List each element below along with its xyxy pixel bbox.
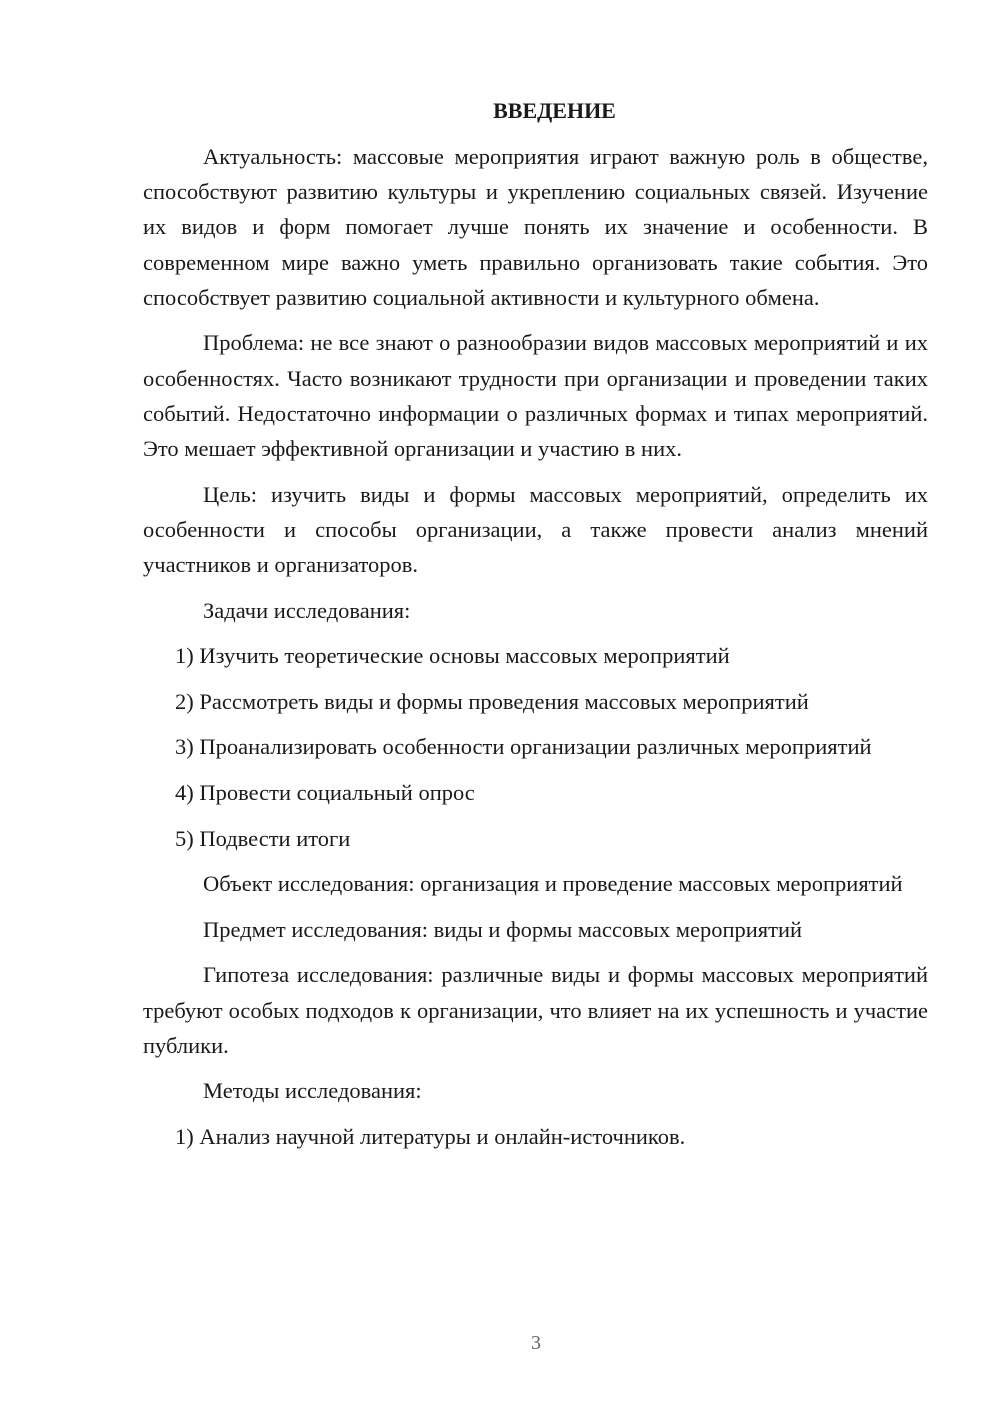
problem-paragraph: Проблема: не все знают о разнообразии видов массовых мероприятий и их особенностях. Часто возникают трудности при организации и проведении таких событий. Недостаточно информации о различных формах и типах мероприятий. Это мешает эффективной организации и участию в них.: [143, 330, 928, 462]
subject-paragraph: Предмет исследования: виды и формы массовых мероприятий: [203, 916, 803, 942]
goal-paragraph: Цель: изучить виды и формы массовых мероприятий, определить их особенности и способы организации, а также провести анализ мнений участников и организаторов.: [143, 481, 928, 578]
page-content: [143, 95, 928, 1165]
page-number: 3: [531, 1332, 541, 1354]
section-title: ВВЕДЕНИЕ: [493, 98, 616, 123]
method-item: 1) Анализ научной литературы и онлайн-источников.: [175, 1123, 686, 1149]
task-item: 1) Изучить теоретические основы массовых мероприятий: [175, 643, 730, 669]
task-item: 3) Проанализировать особенности организации различных мероприятий: [175, 734, 872, 760]
methods-heading: Методы исследования:: [203, 1078, 422, 1104]
relevance-paragraph: Актуальность: массовые мероприятия играют важную роль в обществе, способствуют развитию культуры и укреплению социальных связей. Изучение их видов и форм помогает лучше понять их значение и особенности. В современном мире важно уметь правильно организовать такие события. Это способствует развитию социальной активности и культурного обмена.: [143, 144, 928, 310]
task-item: 5) Подвести итоги: [175, 825, 351, 851]
hypothesis-paragraph: Гипотеза исследования: различные виды и формы массовых мероприятий требуют особых подходов к организации, что влияет на их успешность и участие публики.: [143, 962, 928, 1058]
task-item: 4) Провести социальный опрос: [175, 779, 475, 805]
object-paragraph: Объект исследования: организация и проведение массовых мероприятий: [203, 871, 903, 897]
tasks-heading: Задачи исследования:: [203, 597, 411, 623]
task-item: 2) Рассмотреть виды и формы проведения массовых мероприятий: [175, 688, 809, 714]
